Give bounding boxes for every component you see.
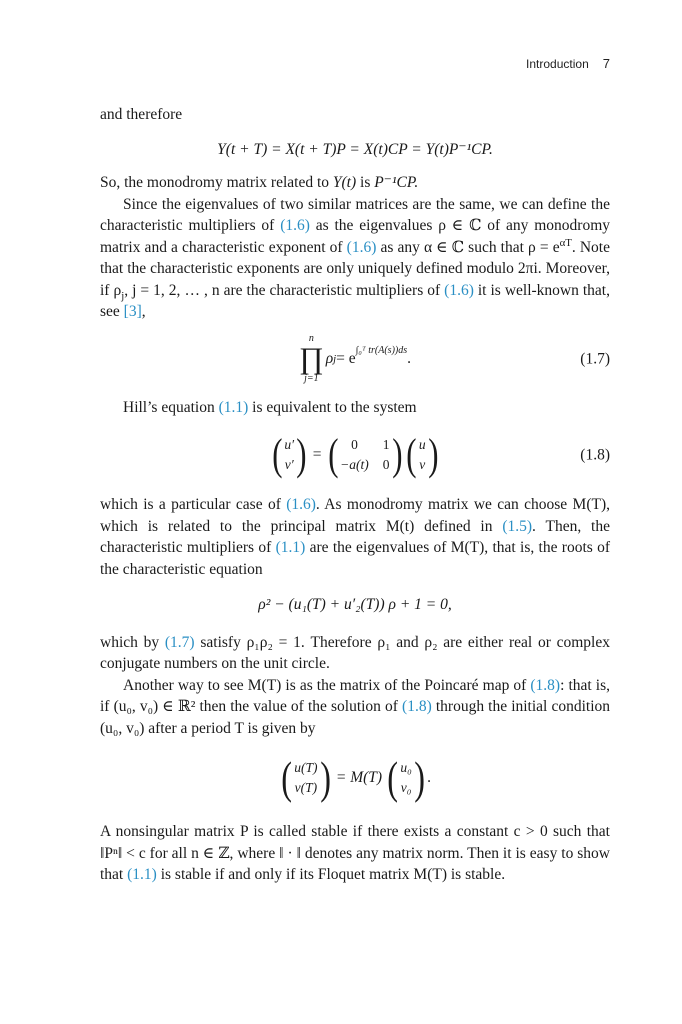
text: are the eigenvalues of M(T), that is, the roots of the characteristic equation	[100, 539, 610, 578]
citation-link[interactable]: (1.5)	[502, 517, 533, 535]
right-paren: )	[427, 430, 439, 479]
paragraph-5	[100, 494, 610, 580]
equation-poincare-map	[100, 747, 610, 809]
citation-link[interactable]: (1.8)	[402, 698, 432, 715]
equation-characteristic	[100, 594, 610, 616]
paragraph-6	[100, 632, 610, 675]
page-body	[100, 104, 610, 886]
text: , j = 1, 2, … , n are the characteristic multipliers of	[124, 281, 445, 299]
paragraph-8	[100, 821, 610, 886]
equation-number: (1.8)	[580, 446, 610, 464]
equals-sign: =	[312, 446, 322, 464]
citation-link[interactable]: (1.7)	[164, 633, 195, 651]
left-paren: (	[271, 430, 283, 479]
citation-link[interactable]: (1.6)	[280, 217, 310, 234]
text: as any α ∈ ℂ such that ρ = e	[376, 238, 560, 256]
vector-entry: v′	[284, 457, 294, 472]
right-paren: )	[414, 752, 425, 803]
equation-1-7: n ∏ j=1 ρ j = e $^{\int_0ᵀ tr(A(s))ds}$ . (1.7)	[298, 332, 610, 384]
text: : that is, if (u₀, v₀) ∈ ℝ² then the value of the solution of	[100, 676, 611, 715]
equation-y-relation	[100, 139, 610, 161]
math-inline: P⁻¹CP.	[374, 174, 419, 191]
text: as the eigenvalues ρ ∈ ℂ of any monodromy matrix and a characteristic exponent of	[100, 217, 611, 256]
right-paren: )	[319, 752, 331, 803]
product-operator	[299, 334, 324, 384]
text: is equivalent to the system	[248, 398, 417, 416]
text: it is well-known that, see	[100, 281, 610, 320]
page-number: 7	[602, 56, 610, 71]
lhs-vector	[270, 430, 309, 479]
rhs-vector	[404, 430, 440, 479]
text: A nonsingular matrix P is called stable if there exists a constant c > 0 such that ‖Pⁿ‖ < c for all n ∈ ℤ, where ‖ · ‖ denotes any matrix norm. Then it is easy to show that	[100, 823, 610, 883]
left-paren: (	[281, 752, 292, 803]
math-inline: Y(t)	[332, 174, 357, 191]
equation-number: (1.7)	[580, 349, 610, 367]
text: ,	[141, 303, 146, 320]
vector-entry: v	[419, 457, 426, 472]
citation-link[interactable]: (1.6)	[346, 238, 377, 256]
citation-link[interactable]: (1.1)	[218, 398, 249, 416]
vector-entry: v(T)	[294, 780, 318, 795]
text: Since the eigenvalues of two similar matrices are the same, we can define the characteristic multipliers of	[100, 195, 610, 234]
text: Hill’s equation	[123, 398, 219, 416]
text: So, the monodromy matrix related to	[100, 174, 333, 191]
citation-link[interactable]: (1.6)	[286, 496, 316, 513]
vector-entry: u	[418, 437, 426, 452]
section-title: Introduction	[526, 57, 589, 71]
vector-entry: u′	[284, 437, 295, 452]
citation-link[interactable]: (1.1)	[127, 866, 157, 883]
math-inline: = M(T)	[335, 769, 383, 787]
punctuation: .	[427, 769, 432, 787]
matrix-entry: −a(t)	[340, 457, 369, 472]
paragraph-2	[100, 172, 610, 194]
text: . Note that the characteristic exponents are only uniquely defined modulo 2πi. Moreover, if ρ	[100, 238, 610, 299]
citation-link[interactable]: (1.6)	[444, 281, 474, 299]
text: . Then, the characteristic multipliers of	[100, 517, 610, 556]
product-symbol: ∏	[298, 341, 324, 375]
equation-text: ρ² − (u₁(T) + u′₂(T)) ρ + 1 = 0,	[258, 596, 452, 613]
matrix-entry: 0	[351, 437, 358, 452]
vector-entry: u(T)	[294, 760, 318, 775]
equation-text: Y(t + T) = X(t + T)P = X(t)CP = Y(t)P⁻¹CP.	[217, 140, 493, 158]
vector-entry: v₀	[400, 780, 412, 795]
reference-link[interactable]: [3]	[123, 303, 142, 320]
rhs-vector	[385, 752, 427, 803]
text: satisfy ρ₁ρ₂ = 1. Therefore ρ₁ and ρ₂ are either real or complex conjugate numbers on the unit circle.	[100, 633, 610, 672]
vector-entry: u₀	[400, 760, 412, 775]
subscript: j	[121, 289, 125, 302]
citation-link[interactable]: (1.8)	[530, 676, 561, 694]
paragraph-7	[100, 675, 610, 740]
right-paren: )	[391, 430, 402, 479]
left-paren: (	[327, 430, 338, 479]
product-upper-limit: n	[308, 332, 314, 344]
left-paren: (	[387, 752, 399, 803]
math-inline: = e	[336, 349, 356, 367]
running-header	[526, 56, 610, 71]
left-paren: (	[406, 430, 417, 479]
citation-link[interactable]: (1.1)	[275, 539, 306, 556]
math-inline: ρ	[325, 349, 334, 367]
superscript: αT	[559, 236, 572, 249]
text: is	[356, 174, 375, 191]
paragraph-1: and therefore	[100, 106, 183, 123]
text: through the initial condition (u₀, v₀) after a period T is given by	[100, 698, 611, 737]
paragraph-4	[100, 397, 610, 419]
equation-1-8	[100, 426, 610, 484]
text: is stable if and only if its Floquet matrix M(T) is stable.	[156, 866, 506, 883]
text: which is a particular case of	[100, 496, 287, 513]
text: Another way to see M(T) is as the matrix of the Poincaré map of	[123, 676, 531, 694]
matrix-entry: 0	[382, 457, 390, 472]
product-lower-limit: j=1	[304, 372, 319, 384]
text: . As monodromy matrix we can choose M(T), which is related to the principal matrix M(t) defined in	[100, 496, 610, 535]
right-paren: )	[296, 430, 307, 479]
coefficient-matrix	[326, 430, 405, 479]
matrix-entry: 1	[382, 437, 390, 452]
lhs-vector	[279, 752, 333, 803]
paragraph-3	[100, 194, 610, 323]
text: which by	[100, 633, 165, 651]
punctuation: .	[407, 349, 411, 367]
